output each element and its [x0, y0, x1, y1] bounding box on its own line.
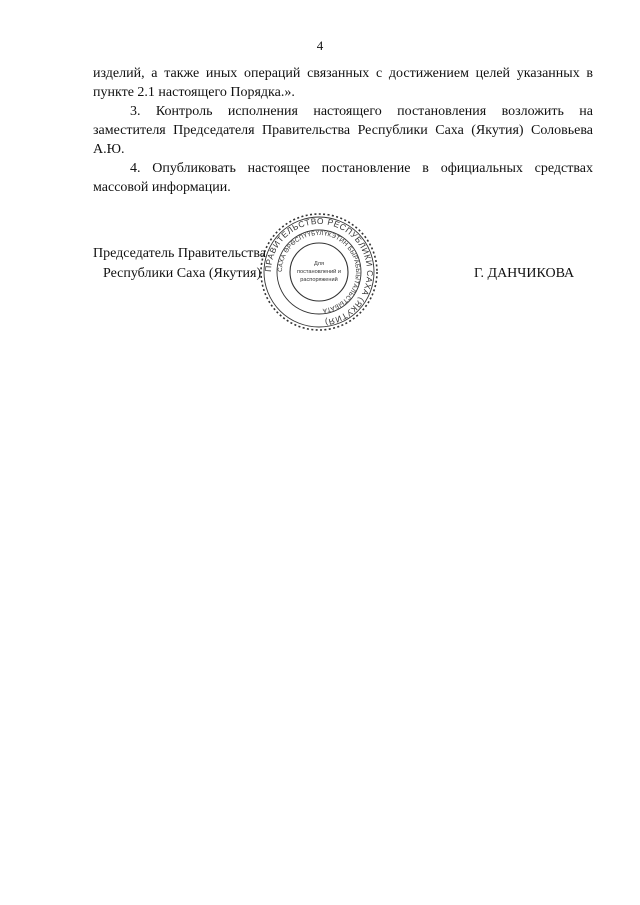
- paragraph-item-4: 4. Опубликовать настоящее постановление в официальных средствах массовой информации.: [93, 161, 593, 195]
- document-body: [93, 64, 593, 197]
- paragraph-item-3: 3. Контроль исполнения настоящего постановления возложить на заместителя Председателя Правительства Республики Саха (Якутия) Соловьева А.Ю.: [93, 104, 593, 157]
- seal-outer-text: ПРАВИТЕЛЬСТВО РЕСПУБЛИКИ САХА (ЯКУТИЯ): [262, 215, 376, 328]
- signatory-title-line-1: Председатель Правительства: [93, 246, 266, 261]
- paragraph-continuation: изделий, а также иных операций связанных с достижением целей указанных в пункте 2.1 настоящего Порядка.».: [93, 66, 593, 100]
- signatory-title-line-2: Республики Саха (Якутия): [103, 266, 262, 281]
- seal-graphic: [259, 212, 379, 332]
- official-seal: [259, 212, 379, 332]
- seal-center-line-3: распоряжений: [300, 277, 338, 283]
- page-number: 4: [316, 38, 324, 53]
- seal-inner-text: САХА ӨРӨСПҮҮБҮЛҮКЭТИН БЫРАБЫЫТАЛЬСТЫБАТА: [276, 229, 362, 314]
- seal-center-line-2: постановлений и: [297, 269, 341, 275]
- seal-center-line-1: Для: [313, 261, 325, 267]
- signatory-name: Г. ДАНЧИКОВА: [474, 266, 575, 281]
